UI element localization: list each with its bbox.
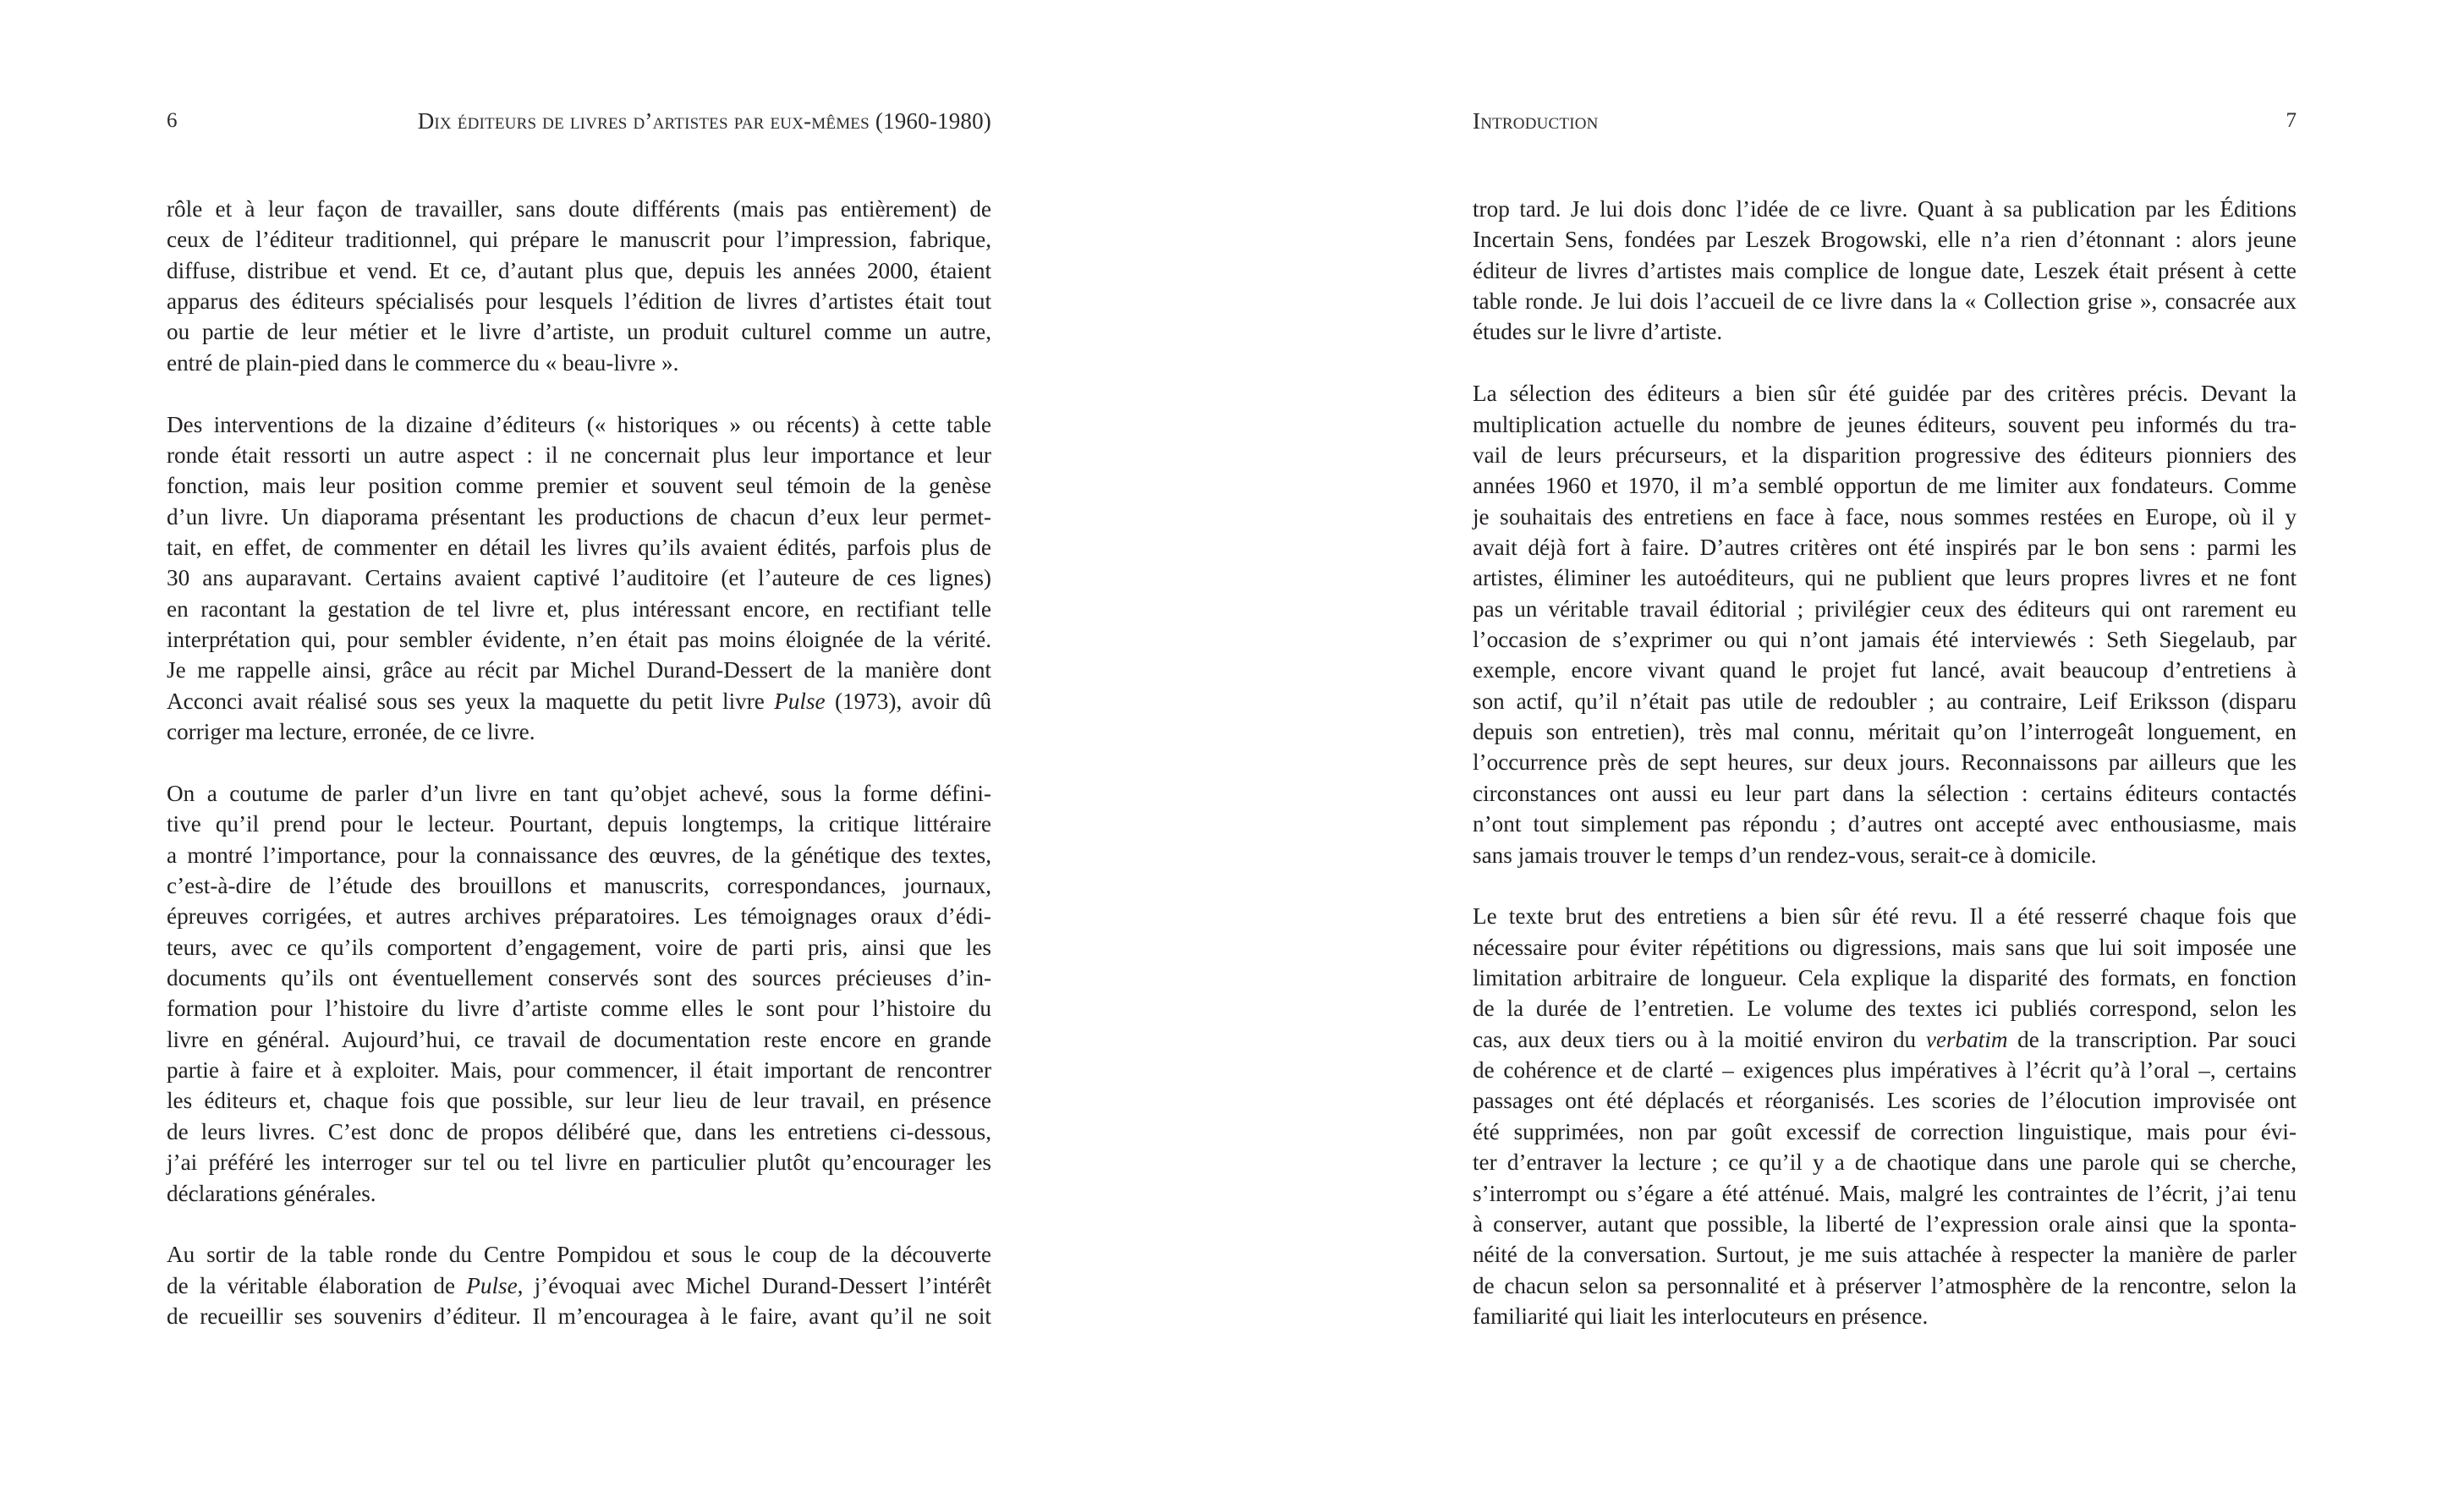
text-line: c’est-à-dire de l’étude des brouillons et manuscrits, correspondances, journaux,	[167, 872, 991, 898]
text-line: circonstances ont aussi eu leur part dans la sélection : certains éditeurs contactés	[1473, 780, 2297, 806]
body-text-right	[1473, 194, 2297, 1363]
text-line: entré de plain-pied dans le commerce du « beau-livre ».	[167, 349, 679, 376]
text-line: Au sortir de la table ronde du Centre Pompidou et sous le coup de la découverte	[167, 1242, 991, 1268]
text-line: de recueillir ses souvenirs d’éditeur. Il m’encouragea à le faire, avant qu’il ne soit	[167, 1303, 991, 1329]
text-line: artistes, éliminer les autoéditeurs, qui ne publient que leurs propres livres et ne font	[1473, 565, 2297, 591]
text-line: teurs, avec ce qu’ils comportent d’engagement, voire de parti pris, ainsi que les	[167, 934, 991, 960]
text-line: Le texte brut des entretiens a bien sûr été revu. Il a été resserré chaque fois que	[1473, 903, 2297, 930]
page-number-left: 6	[167, 109, 178, 132]
text-line: Des interventions de la dizaine d’éditeurs (« historiques » ou récents) à cette table	[167, 411, 991, 437]
text-line: fonction, mais leur position comme premier et souvent seul témoin de la genèse	[167, 473, 991, 499]
text-line: éditeur de livres d’artistes mais complice de longue date, Leszek était présent à cette	[1473, 257, 2297, 283]
text-line: néité de la conversation. Surtout, je me suis attachée à respecter la manière de parler	[1473, 1242, 2297, 1268]
italic-title: verbatim	[1925, 1026, 2008, 1052]
body-text-left	[167, 194, 991, 1363]
text-line: de la durée de l’entretien. Le volume des textes ici publiés correspond, selon les	[1473, 996, 2297, 1022]
paragraph	[167, 778, 991, 1209]
text-line: de chacun selon sa personnalité et à préserver l’atmosphère de la rencontre, selon la	[1473, 1272, 2297, 1298]
text-line: études sur le livre d’artiste.	[1473, 319, 1723, 345]
text-line: années 1960 et 1970, il m’a semblé opportun de me limiter aux fondateurs. Comme	[1473, 473, 2297, 499]
text-line: 30 ans auparavant. Certains avaient captivé l’auditoire (et l’auteure de ces lignes)	[167, 565, 991, 591]
text-line: son actif, qu’il n’était pas utile de redoubler ; au contraire, Leif Eriksson (disparu	[1473, 688, 2297, 714]
text-line: été supprimées, non par goût excessif de correction linguistique, mais pour évi-	[1473, 1118, 2297, 1144]
text-line: j’ai préféré les interroger sur tel ou tel livre en particulier plutôt qu’encourager les	[167, 1150, 991, 1176]
text-line: épreuves corrigées, et autres archives préparatoires. Les témoignages oraux d’édi-	[167, 903, 991, 930]
text-line: Acconci avait réalisé sous ses yeux la maquette du petit livre Pulse (1973), avoir dû	[167, 688, 991, 714]
italic-title: Pulse	[466, 1272, 518, 1298]
text-line: depuis son entretien), très mal connu, méritait qu’on l’interrogeât longuement, en	[1473, 719, 2297, 745]
text-line: exemple, encore vivant quand le projet fut lancé, avait beaucoup d’entretiens à	[1473, 657, 2297, 683]
text-line: s’interrompt ou s’égare a été atténué. Mais, malgré les contraintes de l’écrit, j’ai tenu	[1473, 1180, 2297, 1206]
text-line: La sélection des éditeurs a bien sûr été guidée par des critères précis. Devant la	[1473, 381, 2297, 407]
page-number-right: 7	[2286, 109, 2297, 132]
paragraph	[1473, 901, 2297, 1331]
text-line: cas, aux deux tiers ou à la moitié environ du verbatim de la transcription. Par souci	[1473, 1026, 2297, 1052]
text-line: n’ont tout simplement pas répondu ; d’autres ont accepté avec enthousiasme, mais	[1473, 811, 2297, 837]
text-line: l’occurrence près de sept heures, sur deux jours. Reconnaissons par ailleurs que les	[1473, 749, 2297, 776]
text-line: interprétation qui, pour sembler évidente, n’en était pas moins éloignée de la vérité.	[167, 627, 991, 653]
text-line: table ronde. Je lui dois l’accueil de ce livre dans la « Collection grise », consacrée aux	[1473, 288, 2297, 315]
text-line: livre en général. Aujourd’hui, ce travail de documentation reste encore en grande	[167, 1026, 991, 1052]
running-head-right	[1473, 107, 2297, 135]
text-line: nécessaire pour éviter répétitions ou digressions, mais sans que lui soit imposée une	[1473, 934, 2297, 960]
text-line: corriger ma lecture, erronée, de ce livre.	[167, 719, 535, 745]
text-line: apparus des éditeurs spécialisés pour lesquels l’édition de livres d’artistes était tout	[167, 288, 991, 315]
paragraph	[167, 409, 991, 748]
text-line: ronde était ressorti un autre aspect : il ne concernait plus leur importance et leur	[167, 442, 991, 468]
text-line: tait, en effet, de commenter en détail les livres qu’ils avaient édités, parfois plus de	[167, 534, 991, 560]
text-line: partie à faire et à exploiter. Mais, pour commencer, il était important de rencontrer	[167, 1057, 991, 1084]
paragraph	[1473, 378, 2297, 870]
paragraph	[1473, 194, 2297, 348]
text-line: Je me rappelle ainsi, grâce au récit par Michel Durand-Dessert de la manière dont	[167, 657, 991, 683]
text-line: documents qu’ils ont éventuellement conservés sont des sources précieuses d’in-	[167, 964, 991, 990]
text-line: Incertain Sens, fondées par Leszek Brogowski, elle n’a rien d’étonnant : alors jeune	[1473, 227, 2297, 253]
right-page	[1232, 0, 2464, 1498]
text-line: ceux de l’éditeur traditionnel, qui prépare le manuscrit pour l’impression, fabrique,	[167, 227, 991, 253]
text-line: limitation arbitraire de longueur. Cela explique la disparité des formats, en fonction	[1473, 964, 2297, 990]
text-line: ter d’entraver la lecture ; ce qu’il y a de chaotique dans une parole qui se cherche,	[1473, 1150, 2297, 1176]
text-line: ou partie de leur métier et le livre d’artiste, un produit culturel comme un autre,	[167, 319, 991, 345]
text-line: tive qu’il prend pour le lecteur. Pourtant, depuis longtemps, la critique littéraire	[167, 811, 991, 837]
italic-title: Pulse	[774, 688, 826, 714]
text-line: avait déjà fort à faire. D’autres critères ont été inspirés par le bon sens : parmi les	[1473, 534, 2297, 560]
text-line: trop tard. Je lui dois donc l’idée de ce livre. Quant à sa publication par les Éditions	[1473, 196, 2297, 222]
text-line: l’occasion de s’exprimer ou qui n’ont jamais été interviewés : Seth Siegelaub, par	[1473, 627, 2297, 653]
text-line: à conserver, autant que possible, la liberté de l’expression orale ainsi que la sponta-	[1473, 1210, 2297, 1237]
text-line: pas un véritable travail éditorial ; privilégier ceux des éditeurs qui ont rarement eu	[1473, 595, 2297, 622]
text-line: a montré l’importance, pour la connaissance des œuvres, de la génétique des textes,	[167, 842, 991, 868]
text-line: passages ont été déplacés et réorganisés. Les scories de l’élocution improvisée ont	[1473, 1088, 2297, 1114]
text-line: sans jamais trouver le temps d’un rendez-vous, serait-ce à domicile.	[1473, 842, 2097, 868]
text-line: de leurs livres. C’est donc de propos délibéré que, dans les entretiens ci-dessous,	[167, 1118, 991, 1144]
text-line: On a coutume de parler d’un livre en tant qu’objet achevé, sous la forme défini-	[167, 780, 991, 806]
paragraph	[167, 1239, 991, 1331]
text-line: diffuse, distribue et vend. Et ce, d’autant plus que, depuis les années 2000, étaient	[167, 257, 991, 283]
text-line: multiplication actuelle du nombre de jeunes éditeurs, souvent peu informés du tra-	[1473, 411, 2297, 437]
text-line: vail de leurs précurseurs, et la disparition progressive des éditeurs pionniers des	[1473, 442, 2297, 468]
text-line: en racontant la gestation de tel livre et, plus intéressant encore, en rectifiant telle	[167, 595, 991, 622]
paragraph	[167, 194, 991, 378]
running-head-title-left: Dix éditeurs de livres d’artistes par eux-mêmes (1960-1980)	[417, 108, 991, 134]
running-head-left	[167, 107, 991, 135]
text-line: je souhaitais des entretiens en face à face, nous sommes restées en Europe, où il y	[1473, 503, 2297, 530]
text-line: les éditeurs et, chaque fois que possible, sur leur lieu de leur travail, en présence	[167, 1088, 991, 1114]
text-line: déclarations générales.	[167, 1180, 376, 1206]
text-line: formation pour l’histoire du livre d’artiste comme elles le sont pour l’histoire du	[167, 996, 991, 1022]
text-line: de la véritable élaboration de Pulse, j’évoquai avec Michel Durand-Dessert l’intérêt	[167, 1272, 992, 1298]
text-line: de cohérence et de clarté – exigences plus impératives à l’écrit qu’à l’oral –, certains	[1473, 1057, 2297, 1084]
text-line: rôle et à leur façon de travailler, sans doute différents (mais pas entièrement) de	[167, 196, 991, 222]
text-line: d’un livre. Un diaporama présentant les productions de chacun d’eux leur permet-	[167, 503, 991, 530]
running-head-title-right: Introduction	[1473, 108, 1599, 134]
text-line: familiarité qui liait les interlocuteurs en présence.	[1473, 1303, 1929, 1329]
